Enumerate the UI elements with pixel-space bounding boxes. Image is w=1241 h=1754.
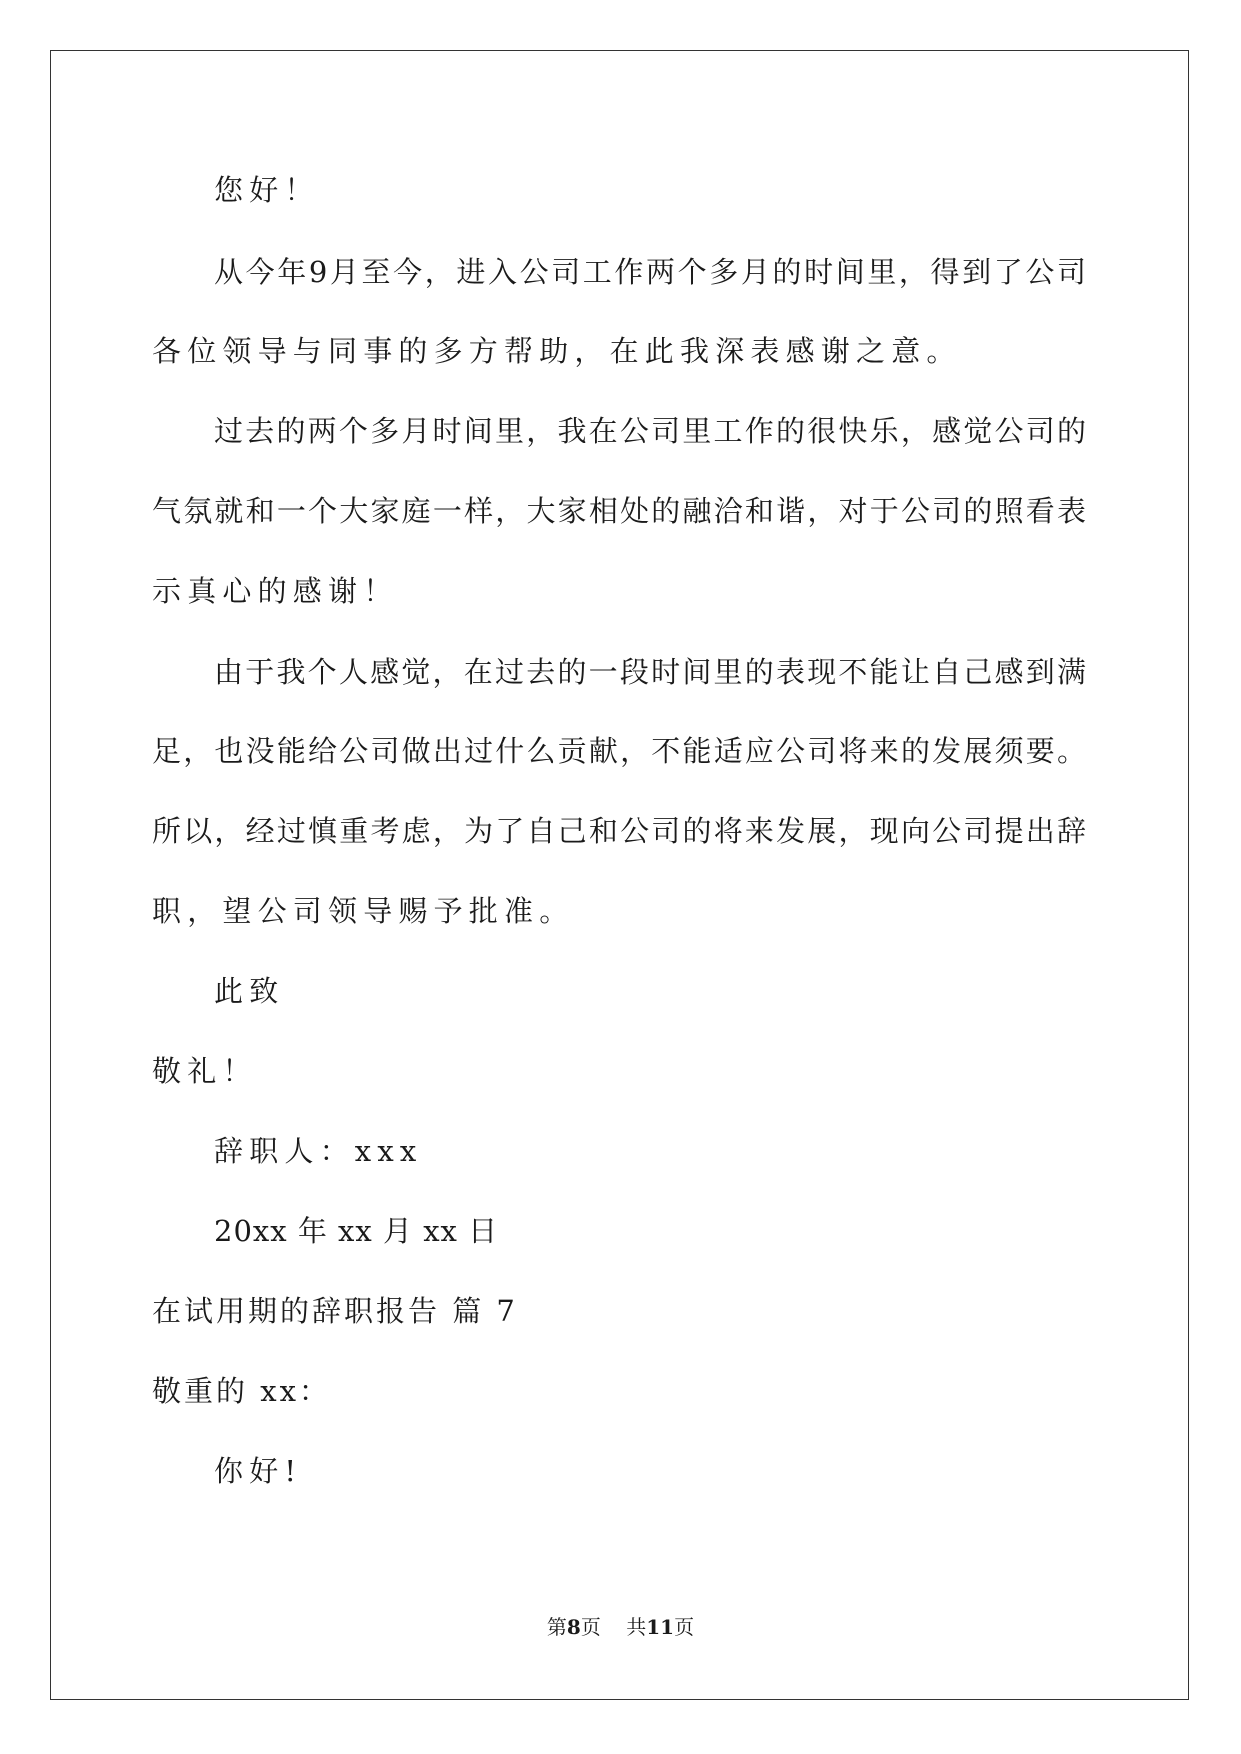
page-suffix: 页 bbox=[580, 1615, 601, 1639]
paragraph-1-line-2: 各位领导与同事的多方帮助，在此我深表感谢之意。 bbox=[152, 334, 962, 368]
paragraph-3-line-1: 由于我个人感觉，在过去的一段时间里的表现不能让自己感到满 bbox=[214, 655, 1086, 689]
total-suffix: 页 bbox=[674, 1615, 695, 1639]
greeting-2: 你好! bbox=[214, 1454, 303, 1488]
closing-regards: 敬礼！ bbox=[152, 1054, 258, 1088]
page-number: 8 bbox=[566, 1615, 581, 1639]
paragraph-2-line-1: 过去的两个多月时间里，我在公司里工作的很快乐，感觉公司的 bbox=[214, 414, 1086, 448]
total-prefix: 共 bbox=[626, 1615, 647, 1639]
total-pages: 11 bbox=[646, 1615, 675, 1639]
page-prefix: 第 bbox=[546, 1615, 567, 1639]
signature-line: 辞职人：xxx bbox=[214, 1134, 423, 1168]
paragraph-3-line-2: 足，也没能给公司做出过什么贡献，不能适应公司将来的发展须要。 bbox=[152, 734, 1086, 768]
paragraph-3-line-3: 所以，经过慎重考虑，为了自己和公司的将来发展，现向公司提出辞 bbox=[152, 814, 1086, 848]
paragraph-3-line-4: 职，望公司领导赐予批准。 bbox=[152, 894, 575, 928]
paragraph-1-line-1: 从今年9月至今，进入公司工作两个多月的时间里，得到了公司 bbox=[214, 255, 1086, 289]
paragraph-2-line-2: 气氛就和一个大家庭一样，大家相处的融洽和谐，对于公司的照看表 bbox=[152, 494, 1086, 528]
closing-salutation: 此致 bbox=[214, 974, 285, 1008]
date-line: 20xx 年 xx 月 xx 日 bbox=[214, 1214, 499, 1248]
section-heading: 在试用期的辞职报告 篇 7 bbox=[152, 1294, 518, 1328]
letter-salutation: 敬重的 xx： bbox=[152, 1374, 331, 1408]
page-footer bbox=[0, 1614, 1241, 1640]
greeting: 您好！ bbox=[214, 173, 320, 207]
paragraph-2-line-3: 示真心的感谢！ bbox=[152, 574, 399, 608]
